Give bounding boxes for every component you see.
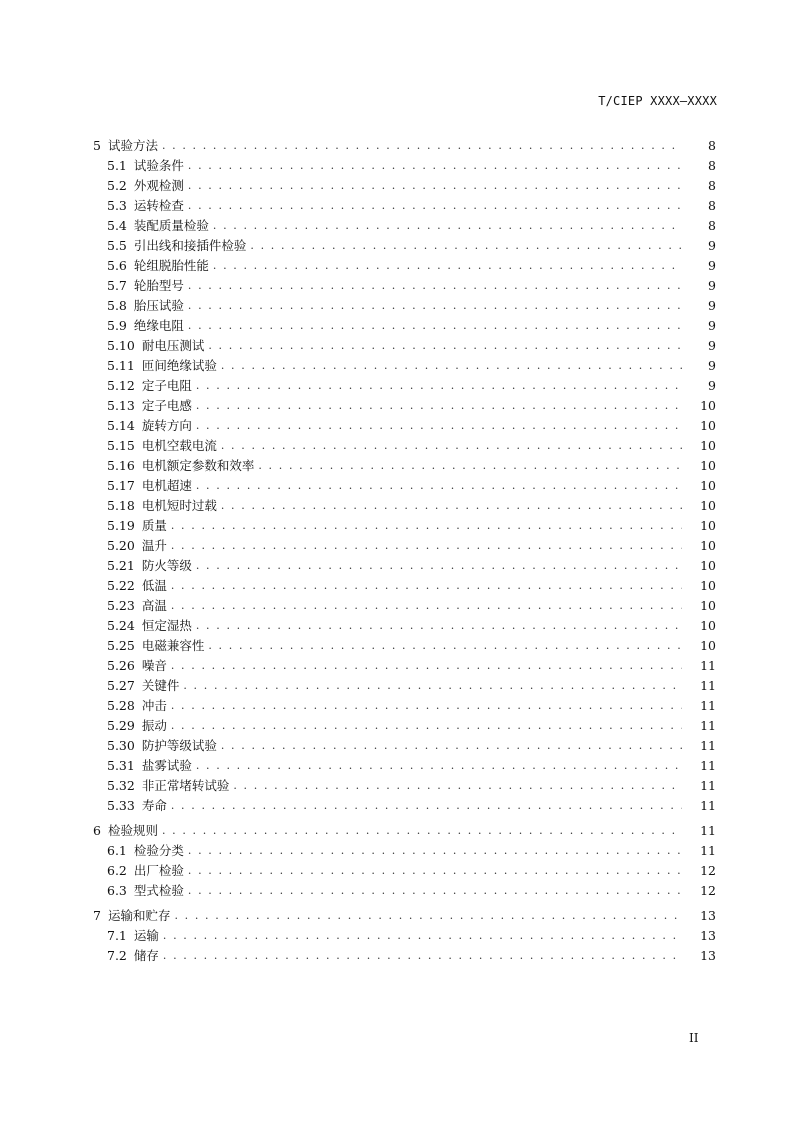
toc-entry-title: 试验方法: [107, 138, 158, 153]
toc-dot-leader: [163, 949, 682, 962]
toc-entry-page: 8: [708, 137, 716, 153]
toc-entry-page: 9: [708, 357, 716, 373]
toc-entry-title: 耐电压测试: [141, 338, 205, 353]
toc-entry[interactable]: [0, 595, 793, 615]
toc-dot-leader: [213, 219, 682, 232]
toc-entry[interactable]: [0, 255, 793, 275]
toc-entry-number: 5.5: [107, 237, 127, 253]
toc-entry-title: 盐雾试验: [141, 758, 192, 773]
toc-entry[interactable]: [0, 840, 793, 860]
toc-dot-leader: [171, 539, 682, 552]
toc-entry-page: 10: [700, 617, 716, 633]
toc-entry-page: 12: [700, 862, 716, 878]
toc-entry[interactable]: [0, 735, 793, 755]
toc-entry-title: 检验分类: [133, 843, 184, 858]
toc-dot-leader: [196, 479, 682, 492]
toc-dot-leader: [183, 679, 682, 692]
toc-dot-leader: [188, 864, 682, 877]
toc-entry-number: 5.9: [107, 317, 127, 333]
page-number: II: [689, 1031, 699, 1045]
toc-entry[interactable]: [0, 215, 793, 235]
toc-entry-title: 振动: [141, 718, 167, 733]
toc-entry[interactable]: [0, 675, 793, 695]
toc-entry-number: 5.4: [107, 217, 127, 233]
toc-entry-number: 7.1: [107, 927, 127, 943]
toc-entry-title: 电机短时过载: [141, 498, 217, 513]
toc-entry-number: 5.8: [107, 297, 127, 313]
toc-entry-page: 10: [700, 517, 716, 533]
toc-entry-title: 防护等级试验: [141, 738, 217, 753]
toc-entry[interactable]: [0, 880, 793, 900]
toc-entry-number: 5.11: [107, 357, 135, 373]
toc-entry-number: 5.10: [107, 337, 135, 353]
toc-entry-title: 外观检测: [133, 178, 184, 193]
toc-dot-leader: [171, 659, 682, 672]
toc-entry-title: 噪音: [141, 658, 167, 673]
toc-entry-number: 7.2: [107, 947, 127, 963]
toc-dot-leader: [258, 459, 682, 472]
toc-entry-number: 5.6: [107, 257, 127, 273]
toc-entry-page: 11: [700, 717, 716, 733]
toc-entry[interactable]: [0, 755, 793, 775]
toc-dot-leader: [171, 579, 682, 592]
toc-entry-page: 11: [700, 822, 716, 838]
toc-dot-leader: [188, 199, 682, 212]
toc-dot-leader: [233, 779, 682, 792]
toc-entry-title: 引出线和接插件检验: [133, 238, 247, 253]
toc-entry-title: 高温: [141, 598, 167, 613]
toc-entry-title: 试验条件: [133, 158, 184, 173]
toc-entry-page: 11: [700, 757, 716, 773]
toc-entry[interactable]: [0, 655, 793, 675]
toc-dot-leader: [196, 559, 682, 572]
toc-entry-page: 11: [700, 677, 716, 693]
toc-entry-title: 定子电感: [141, 398, 192, 413]
toc-dot-leader: [171, 799, 682, 812]
toc-entry-number: 5.7: [107, 277, 127, 293]
toc-entry[interactable]: [0, 515, 793, 535]
toc-dot-leader: [250, 239, 682, 252]
toc-entry-page: 8: [708, 157, 716, 173]
toc-entry[interactable]: [0, 695, 793, 715]
toc-entry-number: 5.29: [107, 717, 135, 733]
toc-entry[interactable]: [0, 945, 793, 965]
toc-entry-page: 10: [700, 417, 716, 433]
toc-entry-page: 10: [700, 437, 716, 453]
toc-entry-number: 5.27: [107, 677, 135, 693]
toc-entry-page: 10: [700, 497, 716, 513]
toc-entry-page: 13: [700, 907, 716, 923]
toc-entry[interactable]: [0, 375, 793, 395]
toc-entry-title: 定子电阻: [141, 378, 192, 393]
toc-dot-leader: [171, 699, 682, 712]
toc-entry-number: 5: [93, 137, 101, 153]
toc-entry-title: 运输和贮存: [107, 908, 171, 923]
toc-entry-number: 6.2: [107, 862, 127, 878]
toc-dot-leader: [171, 719, 682, 732]
toc-entry-number: 5.23: [107, 597, 135, 613]
toc-entry-page: 8: [708, 217, 716, 233]
toc-entry-title: 电磁兼容性: [141, 638, 205, 653]
toc-entry-page: 11: [700, 657, 716, 673]
toc-entry-page: 8: [708, 177, 716, 193]
toc-entry-page: 9: [708, 337, 716, 353]
toc-dot-leader: [174, 909, 682, 922]
toc-entry[interactable]: [0, 905, 793, 925]
toc-dot-leader: [162, 824, 682, 837]
toc-entry-title: 运转检查: [133, 198, 184, 213]
toc-entry[interactable]: [0, 495, 793, 515]
toc-entry[interactable]: [0, 195, 793, 215]
toc-entry-page: 9: [708, 317, 716, 333]
toc-dot-leader: [196, 379, 682, 392]
toc-entry[interactable]: [0, 925, 793, 945]
toc-entry[interactable]: [0, 715, 793, 735]
toc-entry-title: 出厂检验: [133, 863, 184, 878]
toc-dot-leader: [208, 639, 682, 652]
toc-entry-number: 5.12: [107, 377, 135, 393]
toc-dot-leader: [162, 139, 682, 152]
toc-entry-number: 5.1: [107, 157, 127, 173]
toc-entry-title: 寿命: [141, 798, 167, 813]
toc-entry-title: 型式检验: [133, 883, 184, 898]
toc-entry-number: 5.13: [107, 397, 135, 413]
toc-entry-title: 匝间绝缘试验: [141, 358, 217, 373]
toc-entry-title: 装配质量检验: [133, 218, 209, 233]
toc-dot-leader: [221, 359, 682, 372]
toc-entry-title: 关键件: [141, 678, 180, 693]
toc-entry-number: 5.16: [107, 457, 135, 473]
toc-entry-page: 11: [700, 842, 716, 858]
toc-entry-number: 5.15: [107, 437, 135, 453]
toc-entry-page: 12: [700, 882, 716, 898]
toc-entry[interactable]: [0, 135, 793, 155]
toc-entry[interactable]: [0, 795, 793, 815]
toc-entry[interactable]: [0, 235, 793, 255]
toc-entry-title: 质量: [141, 518, 167, 533]
toc-entry-number: 5.32: [107, 777, 135, 793]
toc-entry-number: 5.3: [107, 197, 127, 213]
toc-entry-number: 5.22: [107, 577, 135, 593]
toc-entry-title: 轮组脱胎性能: [133, 258, 209, 273]
toc-dot-leader: [171, 599, 682, 612]
toc-entry-title: 温升: [141, 538, 167, 553]
toc-entry-title: 轮胎型号: [133, 278, 184, 293]
toc-entry[interactable]: [0, 355, 793, 375]
toc-entry-page: 11: [700, 777, 716, 793]
toc-entry-number: 6: [93, 822, 101, 838]
toc-entry-page: 9: [708, 277, 716, 293]
toc-dot-leader: [188, 319, 682, 332]
document-code: T/CIEP XXXX—XXXX: [598, 94, 717, 108]
toc-entry-number: 5.30: [107, 737, 135, 753]
toc-dot-leader: [188, 299, 682, 312]
toc-entry-page: 10: [700, 537, 716, 553]
toc-entry-title: 恒定湿热: [141, 618, 192, 633]
toc-entry-page: 9: [708, 297, 716, 313]
toc-entry[interactable]: [0, 315, 793, 335]
toc-entry-page: 9: [708, 377, 716, 393]
toc-dot-leader: [188, 844, 682, 857]
toc-entry-page: 9: [708, 257, 716, 273]
toc-entry-title: 冲击: [141, 698, 167, 713]
toc-entry[interactable]: [0, 435, 793, 455]
toc-entry-page: 10: [700, 457, 716, 473]
toc-entry-number: 5.28: [107, 697, 135, 713]
toc-dot-leader: [196, 619, 682, 632]
toc-entry[interactable]: [0, 775, 793, 795]
toc-entry[interactable]: [0, 395, 793, 415]
toc-entry[interactable]: [0, 635, 793, 655]
toc-entry-title: 电机超速: [141, 478, 192, 493]
toc-entry-title: 运输: [133, 928, 159, 943]
toc-dot-leader: [208, 339, 682, 352]
toc-entry-number: 6.3: [107, 882, 127, 898]
toc-dot-leader: [213, 259, 682, 272]
toc-entry[interactable]: [0, 615, 793, 635]
toc-entry[interactable]: [0, 275, 793, 295]
toc-entry-number: 5.17: [107, 477, 135, 493]
toc-entry[interactable]: [0, 175, 793, 195]
toc-entry-number: 5.20: [107, 537, 135, 553]
toc-entry-title: 旋转方向: [141, 418, 192, 433]
toc-entry-number: 7: [93, 907, 101, 923]
toc-entry-number: 5.26: [107, 657, 135, 673]
toc-dot-leader: [188, 884, 682, 897]
toc-entry[interactable]: [0, 555, 793, 575]
toc-entry-page: 10: [700, 577, 716, 593]
toc-entry-title: 防火等级: [141, 558, 192, 573]
toc-entry[interactable]: [0, 475, 793, 495]
toc-entry-number: 5.31: [107, 757, 135, 773]
toc-entry[interactable]: [0, 820, 793, 840]
toc-entry-number: 5.25: [107, 637, 135, 653]
toc-entry[interactable]: [0, 535, 793, 555]
toc-entry[interactable]: [0, 575, 793, 595]
toc-dot-leader: [196, 419, 682, 432]
toc-entry-page: 9: [708, 237, 716, 253]
toc-entry-page: 13: [700, 927, 716, 943]
toc-entry-page: 10: [700, 477, 716, 493]
toc-dot-leader: [221, 499, 682, 512]
toc-entry-number: 5.14: [107, 417, 135, 433]
toc-entry[interactable]: [0, 455, 793, 475]
toc-entry-number: 5.2: [107, 177, 127, 193]
toc-entry-page: 11: [700, 697, 716, 713]
toc-entry-title: 电机额定参数和效率: [141, 458, 255, 473]
toc-entry[interactable]: [0, 295, 793, 315]
toc-entry-title: 检验规则: [107, 823, 158, 838]
toc-entry-title: 胎压试验: [133, 298, 184, 313]
toc-entry-number: 5.24: [107, 617, 135, 633]
toc-entry-number: 5.21: [107, 557, 135, 573]
toc-entry-page: 11: [700, 737, 716, 753]
toc-dot-leader: [171, 519, 682, 532]
toc-entry-page: 11: [700, 797, 716, 813]
toc-dot-leader: [196, 399, 682, 412]
toc-entry-number: 5.18: [107, 497, 135, 513]
toc-entry-number: 5.19: [107, 517, 135, 533]
toc-dot-leader: [188, 159, 682, 172]
toc-dot-leader: [163, 929, 682, 942]
toc-entry[interactable]: [0, 335, 793, 355]
toc-entry-page: 10: [700, 397, 716, 413]
toc-entry-title: 储存: [133, 948, 159, 963]
toc-entry-title: 非正常堵转试验: [141, 778, 230, 793]
toc-entry-page: 10: [700, 637, 716, 653]
toc-entry-title: 电机空载电流: [141, 438, 217, 453]
toc-entry-title: 绝缘电阻: [133, 318, 184, 333]
toc-dot-leader: [188, 279, 682, 292]
toc-dot-leader: [221, 739, 682, 752]
toc-entry-number: 5.33: [107, 797, 135, 813]
toc-entry-title: 低温: [141, 578, 167, 593]
toc-entry-page: 8: [708, 197, 716, 213]
toc-entry-number: 6.1: [107, 842, 127, 858]
toc-entry[interactable]: [0, 860, 793, 880]
toc-entry-page: 13: [700, 947, 716, 963]
toc-entry[interactable]: [0, 415, 793, 435]
toc-entry-page: 10: [700, 597, 716, 613]
toc-entry[interactable]: [0, 155, 793, 175]
toc-dot-leader: [221, 439, 682, 452]
toc-entry-page: 10: [700, 557, 716, 573]
toc-dot-leader: [196, 759, 682, 772]
toc-dot-leader: [188, 179, 682, 192]
